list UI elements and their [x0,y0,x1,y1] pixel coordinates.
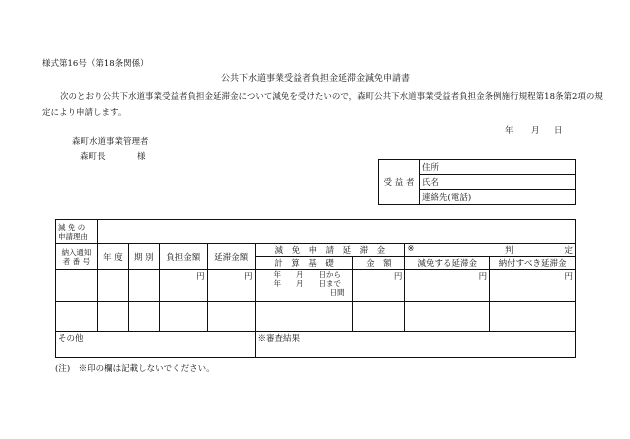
date-month-label: 月 [531,126,540,136]
applicant-name-label: 氏名 [422,178,440,188]
form-title: 公共下水道事業受益者負担金延滞金減免申請書 [221,74,411,84]
basis-from: 年 月 日から [273,270,342,279]
col-header-delay: 延滞金額 [207,244,255,270]
reason-label: 減 免 の 申請理由 [56,220,98,244]
burden-cell[interactable] [159,270,207,302]
applicant-address-field[interactable] [420,160,576,175]
exempt-cell[interactable] [405,270,490,302]
intro-text-line2: 定により申請します。 [42,108,127,118]
amount-yen: 円 [393,272,403,282]
review-result-cell [255,332,575,358]
main-form-table [55,219,576,358]
review-result-label: ※審査結果 [257,334,301,344]
col-header-basis: 計 算 基 礎 [255,257,353,270]
year-cell-2[interactable] [97,302,128,332]
basis-cell[interactable] [255,270,353,302]
amount-cell-2[interactable] [353,302,405,332]
intro-text-line1: 次のとおり公共下水道事業受益者負担金延滞金について減免を受けたいので，森町公共下水道事業受益者負担金条例施行規程第18条第2項の規 [60,92,603,102]
col-header-decision-group: 判 定 [504,246,573,256]
applicant-address-label: 住所 [422,163,440,173]
addressee-honorific: 様 [137,152,146,162]
delay-cell-2[interactable] [207,302,255,332]
col-header-request-group: 減 免 申 請 延 滞 金 [255,244,405,257]
applicant-contact-label: 連絡先(電話) [422,193,472,203]
period-cell[interactable] [128,270,159,302]
basis-days: 日間 [329,288,345,297]
applicant-contact-field[interactable] [420,190,576,205]
period-cell-2[interactable] [128,302,159,332]
pay-cell-2[interactable] [490,302,576,332]
exempt-yen: 円 [478,272,488,282]
other-cell[interactable] [56,332,256,358]
other-label: その他 [58,334,84,344]
col-header-amount: 金 額 [353,257,405,270]
col-header-period: 期 別 [128,244,159,270]
basis-to: 年 月 日まで [273,279,342,288]
footnote: (注) ※印の欄は記載しないでください。 [55,364,215,374]
col-header-decision-group-cell [405,244,576,257]
year-cell[interactable] [97,270,128,302]
exempt-cell-2[interactable] [405,302,490,332]
delay-yen: 円 [244,272,253,282]
addressee-name: 森町長 [80,152,106,162]
notice-number-cell[interactable] [56,270,98,302]
burden-yen: 円 [196,272,205,282]
col-header-notice-number: 納入通知者 番 号 [56,244,98,270]
date-day-label: 日 [554,126,563,136]
amount-cell[interactable] [353,270,405,302]
applicant-box [378,159,576,205]
date-year-label: 年 [505,126,514,136]
applicant-name-field[interactable] [420,175,576,190]
pay-cell[interactable] [490,270,576,302]
col-header-exempt: 減免する延滞金 [405,257,490,270]
delay-cell[interactable] [207,270,255,302]
col-header-year: 年 度 [97,244,128,270]
col-header-pay: 納付すべき延滞金 [490,257,576,270]
decision-mark: ※ [407,244,415,254]
pay-yen: 円 [564,272,573,282]
col-header-burden: 負担金額 [159,244,207,270]
burden-cell-2[interactable] [159,302,207,332]
form-number: 様式第16号（第18条関係） [42,59,149,69]
basis-cell-2[interactable] [255,302,353,332]
applicant-label: 受 益 者 [379,160,420,205]
addressee-org: 森町水道事業管理者 [72,137,149,147]
reason-input[interactable] [97,220,575,244]
notice-number-cell-2[interactable] [56,302,98,332]
